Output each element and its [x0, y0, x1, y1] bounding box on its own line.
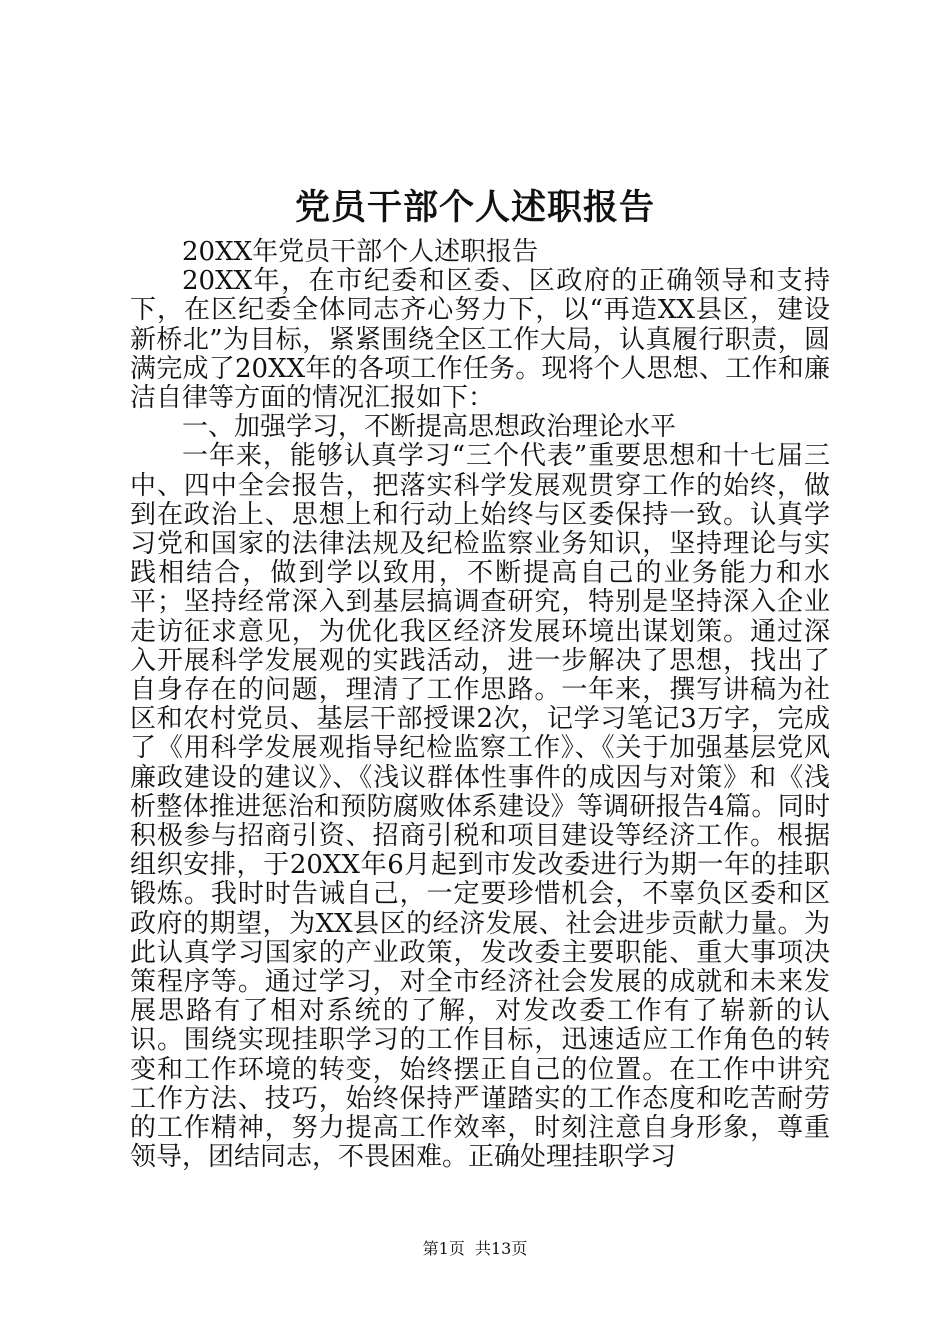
document-title: 党员干部个人述职报告 — [294, 187, 655, 228]
document-body — [130, 238, 830, 1173]
paragraph-intro: 20XX年，在市纪委和区委、区政府的正确领导和支持下，在区纪委全体同志齐心努力下，以“再造XX县区，建设新桥北”为目标，紧紧围绕全区工作大局，认真履行职责，圆满完成了20XX年的各项工作任务。现将个人思想、工作和廉洁自律等方面的情况汇报如下： — [130, 266, 830, 414]
section-heading: 一、加强学习，不断提高思想政治理论水平 — [182, 412, 677, 443]
paragraph-study: 一年来，能够认真学习“三个代表”重要思想和十七届三中、四中全会报告，把落实科学发展观贯穿工作的始终，做到在政治上、思想上和行动上始终与区委保持一致。认真学习党和国家的法律法规及纪检监察业务知识，坚持理论与实践相结合，做到学以致用，不断提高自己的业务能力和水平；坚持经常深入到基层搞调查研究，特别是坚持深入企业走访征求意见，为优化我区经济发展环境出谋划策。通过深入开展科学发展观的实践活动，进一步解决了思想，找出了自身存在的问题，理清了工作思路。一年来，撰写讲稿为社区和农村党员、基层干部授课2次，记学习笔记3万字，完成了《用科学发展观指导纪检监察工作》、《关于加强基层党风廉政建设的建议》、《浅议群体性事件的成因与对策》和《浅析整体推进惩治和预防腐败体系建设》等调研报告4篇。同时积极参与招商引资、招商引税和项目建设等经济工作。根据组织安排，于20XX年6月起到市发改委进行为期一年的挂职锻炼。我时时告诫自己，一定要珍惜机会，不辜负区委和区政府的期望，为XX县区的经济发展、社会进步贡献力量。为此认真学习国家的产业政策，发改委主要职能、重大事项决策程序等。通过学习，对全市经济社会发展的成就和未来发展思路有了相对系统的了解，对发改委工作有了崭新的认识。围绕实现挂职学习的工作目标，迅速适应工作角色的转变和工作环境的转变，始终摆正自己的位置。在工作中讲究工作方法、技巧，始终保持严谨踏实的工作态度和吃苦耐劳的工作精神，努力提高工作效率，时刻注意自身形象，尊重领导，团结同志，不畏困难。正确处理挂职学习 — [130, 441, 830, 1173]
page-footer: 第1页 共13页 — [422, 1239, 528, 1258]
paragraph-subtitle: 20XX年党员干部个人述职报告 — [182, 237, 539, 267]
